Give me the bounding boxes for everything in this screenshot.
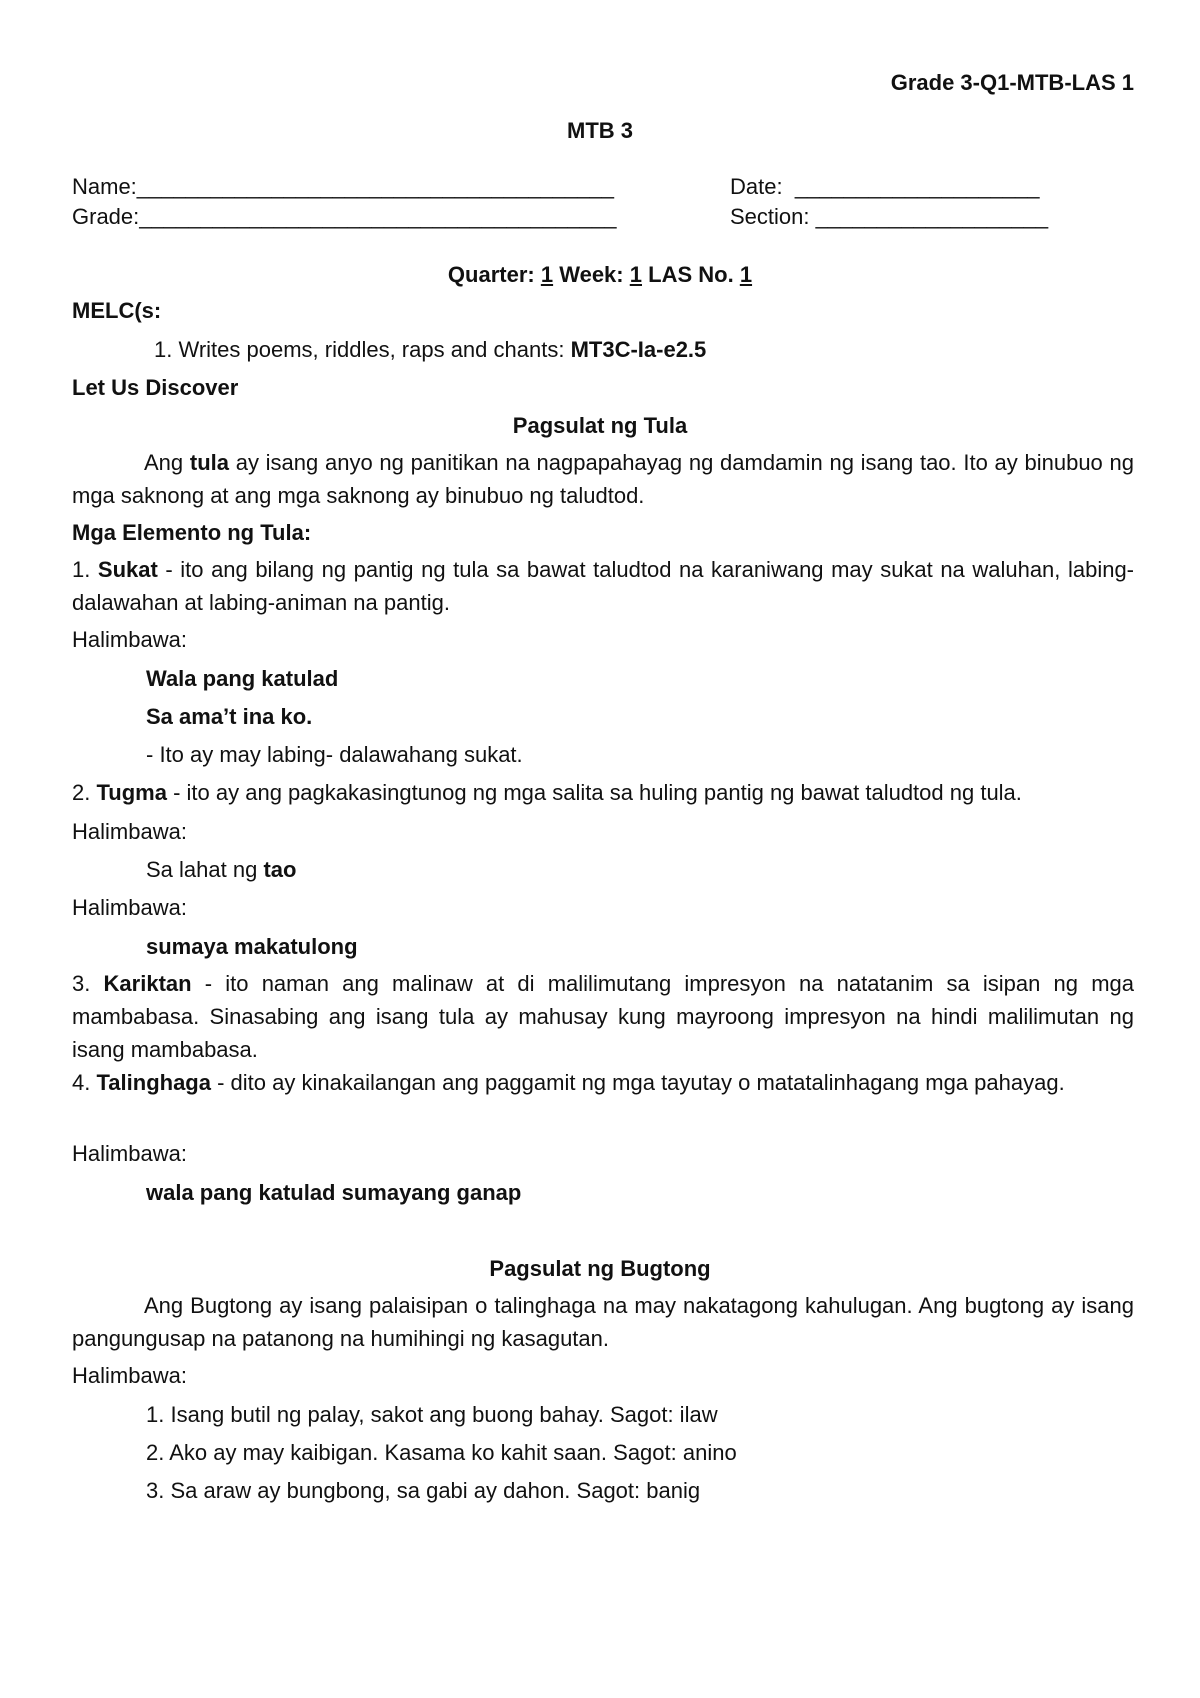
melc-item-code: MT3C-Ia-e2.5: [570, 337, 707, 362]
sukat-example-line2: Sa ama’t ina ko.: [146, 704, 313, 729]
tula-intro-term: tula: [189, 450, 229, 475]
sukat-example-label: Halimbawa:: [72, 627, 187, 652]
grade-label: Grade:: [72, 204, 140, 229]
sukat-note: - Ito ay may labing- dalawahang sukat.: [146, 742, 523, 767]
bugtong-example-2: 2. Ako ay may kaibigan. Kasama ko kahit saan. Sagot: anino: [146, 1440, 737, 1465]
sukat-text: - ito ang bilang ng pantig ng tula sa bawat taludtod na karaniwang may sukat na waluhan, labing-dalawahan at labing-animan na pantig.: [72, 557, 1135, 615]
talinghaga-example-line1: wala pang katulad sumayang ganap: [146, 1180, 522, 1205]
quarter-label: Quarter:: [447, 262, 535, 287]
las-value: 1: [739, 262, 753, 287]
bugtong-example-label: Halimbawa:: [72, 1363, 187, 1388]
tugma-text: - ito ay ang pagkakasingtunog ng mga salita sa huling pantig ng bawat taludtod ng tula.: [173, 780, 1022, 805]
tula-intro-paragraph: [72, 446, 1134, 512]
quarter-value: 1: [540, 262, 554, 287]
sukat-term: Sukat: [97, 557, 158, 582]
melc-item-text: 1. Writes poems, riddles, raps and chants:: [154, 337, 565, 362]
name-label: Name:: [72, 174, 137, 199]
talinghaga-term: Talinghaga: [96, 1070, 211, 1095]
grade-field: [72, 204, 616, 230]
week-label: Week:: [559, 262, 624, 287]
talinghaga-number: 4.: [72, 1070, 91, 1095]
bugtong-example-1: 1. Isang butil ng palay, sakot ang buong bahay. Sagot: ilaw: [146, 1402, 718, 1427]
tugma-line1-rhyme: tao: [263, 857, 297, 882]
date-label: Date:: [730, 174, 783, 199]
tula-section-title: Pagsulat ng Tula: [512, 413, 688, 438]
tugma-term: Tugma: [96, 780, 167, 805]
tugma-example-label-2: Halimbawa:: [72, 895, 187, 920]
kariktan-term: Kariktan: [103, 971, 192, 996]
section-line: ___________________: [815, 204, 1049, 229]
bugtong-section-title: Pagsulat ng Bugtong: [489, 1256, 711, 1281]
tugma-example-line1: [146, 857, 296, 883]
section-label: Section:: [730, 204, 810, 229]
discover-heading: Let Us Discover: [72, 375, 239, 400]
talinghaga-example-label: Halimbawa:: [72, 1141, 187, 1166]
date-field: [730, 174, 1040, 200]
element-sukat: [72, 553, 1134, 619]
kariktan-text: - ito naman ang malinaw at di malilimutang impresyon na natatanim sa isipan ng mga mambabasa. Sinasabing ang isang tula ay mahusay kung mayroong impresyon na hindi malilimutan ng isang mambabasa.: [72, 971, 1134, 1062]
melc-heading: MELC(s:: [72, 298, 162, 323]
tula-intro-pre: Ang: [144, 450, 184, 475]
melc-item: [154, 337, 706, 363]
tula-intro-post: ay isang anyo ng panitikan na nagpapahayag ng damdamin ng isang tao. Ito ay binubuo ng mga saknong at ang mga saknong ay binubuo ng taludtod.: [72, 450, 1134, 508]
subject-title: MTB 3: [567, 118, 633, 143]
element-kariktan: [72, 967, 1134, 1066]
tugma-example-label: Halimbawa:: [72, 819, 187, 844]
tugma-line1-text: Sa lahat ng: [146, 857, 258, 882]
elements-heading: Mga Elemento ng Tula:: [72, 520, 312, 545]
element-tugma: [72, 780, 1022, 806]
talinghaga-text: - dito ay kinakailangan ang paggamit ng mga tayutay o matatalinhagang mga pahayag.: [217, 1070, 1065, 1095]
document-code: Grade 3-Q1-MTB-LAS 1: [890, 70, 1134, 95]
las-label: LAS No.: [648, 262, 734, 287]
name-line: _______________________________________: [136, 174, 614, 199]
grade-line: _______________________________________: [139, 204, 617, 229]
kariktan-number: 3.: [72, 971, 91, 996]
date-line: ____________________: [794, 174, 1040, 199]
name-field: [72, 174, 614, 200]
section-field: [730, 204, 1048, 230]
tugma-example-line2: sumaya makatulong: [146, 934, 358, 959]
quarter-week-las: [0, 262, 1200, 288]
sukat-number: 1.: [72, 557, 91, 582]
week-value: 1: [629, 262, 642, 287]
element-talinghaga: [72, 1066, 1134, 1099]
bugtong-example-3: 3. Sa araw ay bungbong, sa gabi ay dahon. Sagot: banig: [146, 1478, 701, 1503]
tugma-number: 2.: [72, 780, 91, 805]
sukat-example-line1: Wala pang katulad: [146, 666, 339, 691]
bugtong-intro-paragraph: Ang Bugtong ay isang palaisipan o talinghaga na may nakatagong kahulugan. Ang bugtong ay isang pangungusap na patanong na humihingi ng kasagutan.: [72, 1293, 1134, 1351]
